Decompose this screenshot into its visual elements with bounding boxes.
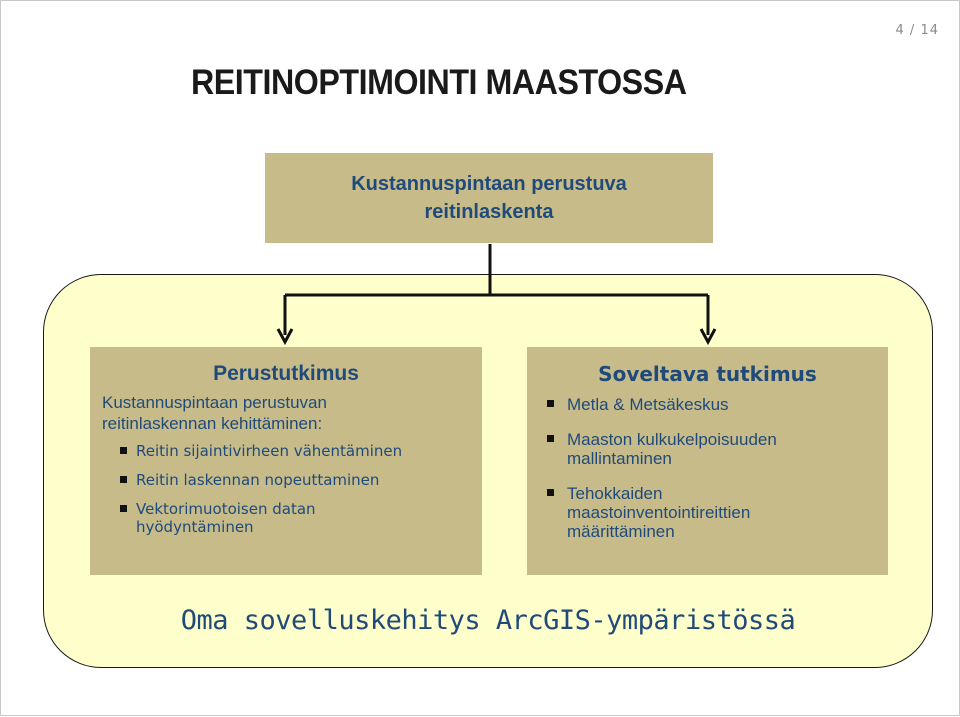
page-counter: 4 / 14 [895,23,939,38]
list-item-text: Maaston kulkukelpoisuuden [567,430,777,449]
list-item [90,442,482,460]
applied-research-panel [527,347,888,575]
panel-heading: Soveltava tutkimus [598,362,817,386]
square-bullet-icon [547,400,554,407]
bullet-list [90,442,482,536]
list-item [527,484,888,541]
list-item [527,430,888,468]
list-item-text: määrittäminen [567,522,675,541]
panel-intro [102,392,482,434]
square-bullet-icon [120,505,127,512]
footer-caption: Oma sovelluskehitys ArcGIS-ympäristössä [180,605,796,636]
list-item-text: Reitin laskennan nopeuttaminen [136,471,380,489]
panel-intro-line: Kustannuspintaan perustuvan [102,393,327,412]
list-item [90,471,482,489]
list-item-text: Vektorimuotoisen datan [136,500,316,518]
square-bullet-icon [120,476,127,483]
list-item-text: mallintaminen [567,449,672,468]
top-box-line-2: reitinlaskenta [424,201,554,223]
list-item-text: Tehokkaiden [567,484,663,503]
page-title: REITINOPTIMOINTI MAASTOSSA [191,63,687,102]
list-item-text: Metla & Metsäkeskus [567,395,729,414]
list-item-text: hyödyntäminen [136,518,254,536]
bullet-list [527,395,888,541]
square-bullet-icon [547,435,554,442]
list-item-text: Reitin sijaintivirheen vähentäminen [136,442,403,460]
list-item [90,500,482,536]
list-item-text: maastoinventointireittien [567,503,751,522]
square-bullet-icon [547,489,554,496]
square-bullet-icon [120,447,127,454]
list-item [527,395,888,414]
panel-intro-line: reitinlaskennan kehittäminen: [102,414,323,433]
top-box-line-1: Kustannuspintaan perustuva [351,173,627,195]
basic-research-panel [90,347,482,575]
panel-heading: Perustutkimus [213,362,359,385]
